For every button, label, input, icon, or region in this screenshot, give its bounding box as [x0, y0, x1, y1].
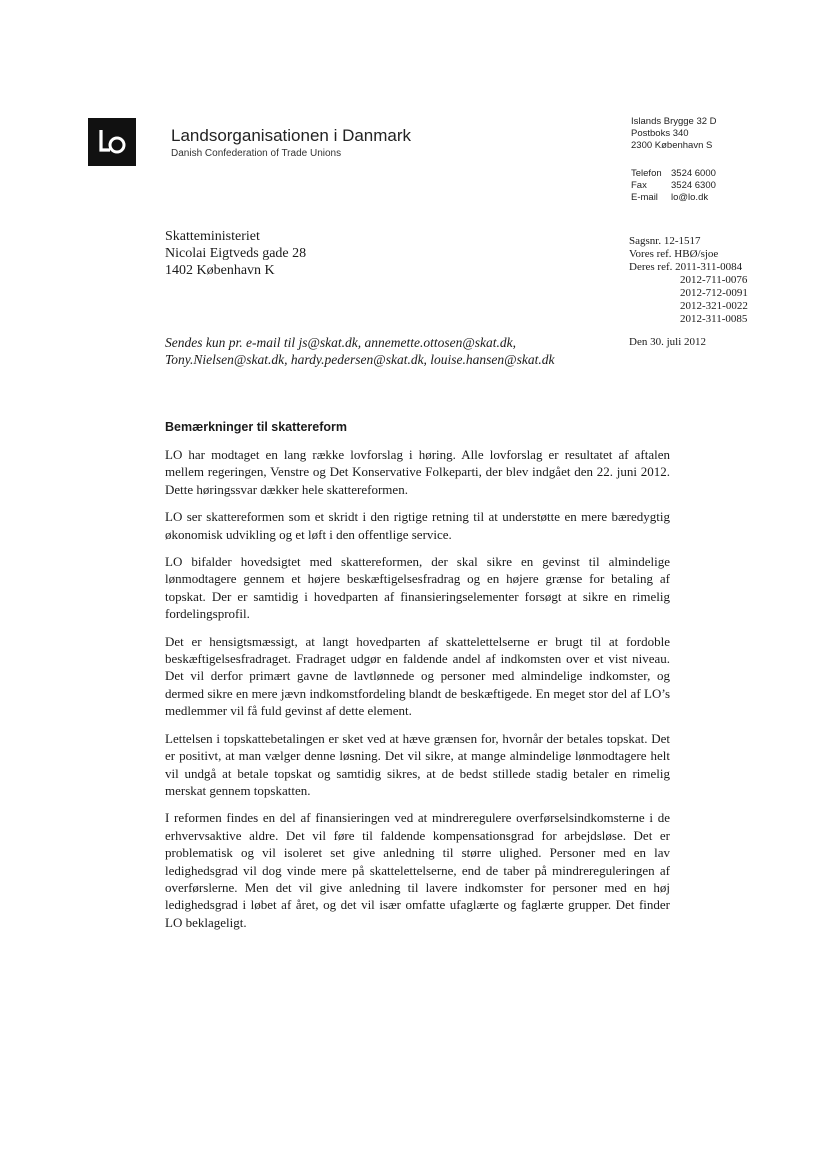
- body-paragraph: LO har modtaget en lang række lovforslag i høring. Alle lovforslag er resultatet af aftalen mellem regeringen, Venstre og Det Konservative Folkeparti, der blev indgået den 22. juni 2012. Dette høringssvar dækker hele skattereformen.: [165, 447, 670, 497]
- lo-logo-icon: [88, 118, 136, 166]
- phone-row: [631, 168, 716, 180]
- reference-block: [629, 235, 748, 326]
- recipient-line: Skatteministeriet: [165, 229, 260, 244]
- email-note-line: Tony.Nielsen@skat.dk, hardy.pedersen@skat.dk, louise.hansen@skat.dk: [165, 352, 555, 367]
- body-paragraph: Lettelsen i topskattebetalingen er sket ved at hæve grænsen for, hvornår der betales topskat. Det er positivt, at man vælger denne løsning. Det vil sikre, at mange almindelige lønmodtagere helt vil undgå at betale topskat og samtidig sikres, at de bedst stillede stadig betaler en rimelig merskat gennem topskatten.: [165, 730, 670, 798]
- email-delivery-note: [165, 334, 554, 368]
- email-note-line: Sendes kun pr. e-mail til js@skat.dk, annemette.ottosen@skat.dk,: [165, 335, 517, 350]
- recipient-line: Nicolai Eigtveds gade 28: [165, 246, 307, 261]
- phone-label: Telefon: [631, 168, 662, 179]
- email-label: E-mail: [631, 192, 658, 203]
- our-reference: Vores ref. HBØ/sjoe: [629, 248, 719, 260]
- letter-body: [165, 446, 670, 941]
- phone-value: 3524 6000: [671, 168, 716, 179]
- your-reference: Deres ref. 2011-311-0084: [629, 261, 743, 273]
- contact-info: [631, 168, 716, 204]
- email-row: [631, 192, 716, 204]
- organization-name: Landsorganisationen i Danmark: [171, 126, 412, 145]
- email-value: lo@lo.dk: [671, 192, 709, 203]
- address-line: 2300 København S: [631, 140, 713, 151]
- recipient-line: 1402 København K: [165, 263, 275, 278]
- address-line: Islands Brygge 32 D: [631, 116, 717, 127]
- letter-date: Den 30. juli 2012: [629, 336, 706, 348]
- your-reference-continued: 2012-311-0085: [680, 313, 748, 325]
- your-reference-continued: 2012-711-0076: [680, 274, 748, 286]
- organization-address: [631, 116, 717, 152]
- body-paragraph: LO bifalder hovedsigtet med skattereformen, der skal sikre en gevinst til almindelige lønmodtagere gennem et højere beskæftigelsesfradrag og en højere grænse for betaling af topskat. Der er samtidig i hovedparten af finansieringselementer forsøgt at sikre en rimelig fordelingsprofil.: [165, 554, 670, 622]
- fax-label: Fax: [631, 180, 647, 191]
- fax-row: [631, 180, 716, 192]
- organization-subtitle: Danish Confederation of Trade Unions: [171, 148, 342, 159]
- lo-logo: [88, 118, 136, 166]
- recipient-address: [165, 228, 306, 279]
- body-paragraph: I reformen findes en del af finansieringen ved at mindreregulere overførselsindkomsterne i de erhvervsaktive aldre. Det vil føre til faldende kompensationsgrad for arbejdsløse. Det er problematisk og vil isoleret set give anledning til større ulighed. Personer med en lav ledighedsgrad vil dog vinde mere på skattelettelserne, end de taber på mindrereguleringen af overførslerne. Men det vil give anledning til lavere indkomster for personer med en høj ledighedsgrad i løbet af året, og det vil især omfatte ufaglærte og faglærte grupper. Det finder LO beklageligt.: [165, 810, 670, 930]
- fax-value: 3524 6300: [671, 180, 716, 191]
- letter-heading: Bemærkninger til skattereform: [165, 420, 348, 434]
- body-paragraph: LO ser skattereformen som et skridt i den rigtige retning til at understøtte en mere bæredygtig økonomisk udvikling og et løft i den offentlige service.: [165, 509, 670, 542]
- your-reference-continued: 2012-712-0091: [680, 287, 748, 299]
- address-line: Postboks 340: [631, 128, 689, 139]
- your-reference-continued: 2012-321-0022: [680, 300, 748, 312]
- body-paragraph: Det er hensigtsmæssigt, at langt hovedparten af skattelettelserne er brugt til at fordoble beskæftigelsesfradraget. Fradraget udgør en faldende andel af indkomsten over et vist niveau. Det vil derfor primært gavne de lavtlønnede og personer med almindelige indkomster, og dermed sikre en mere jævn indkomstfordeling blandt de beskæftigede. En meget stor del af LO’s medlemmer vil få fuld gevinst af dette element.: [165, 633, 670, 719]
- case-number: Sagsnr. 12-1517: [629, 235, 701, 247]
